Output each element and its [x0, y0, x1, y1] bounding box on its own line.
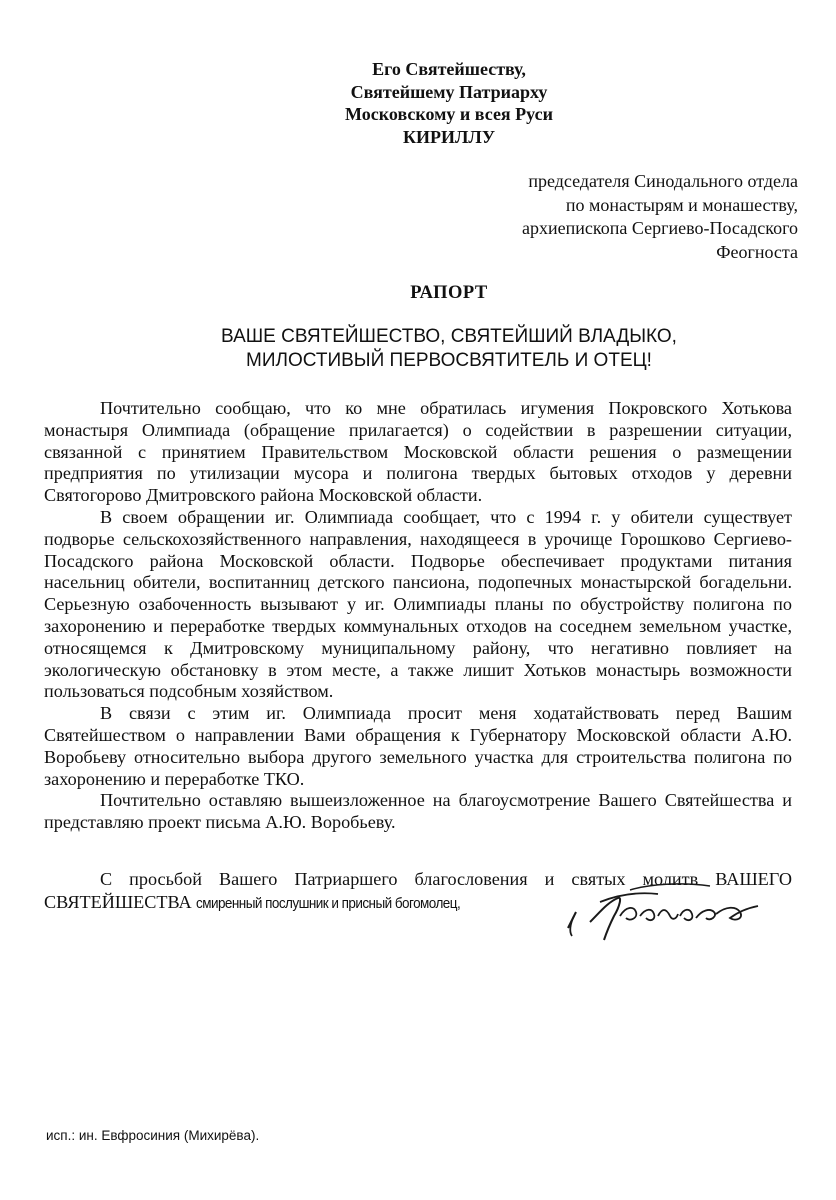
closing-humble-phrase: смиренный послушник и присный богомолец, [196, 895, 461, 912]
body-paragraph: В связи с этим иг. Олимпиада просит меня ходатайствовать перед Вашим Святейшеством о направлении Вами обращения к Губернатору Московской области А.Ю. Воробьеву относительно выбора другого земельного участка для строительства полигона по захоронению и переработке ТКО. [44, 703, 792, 789]
addressee-line: Московскому и всея Руси [345, 104, 553, 124]
addressee-line: КИРИЛЛУ [402, 126, 496, 147]
body-paragraph: Почтительно сообщаю, что ко мне обратилась игумения Покровского Хотькова монастыря Олимпиада (обращение прилагается) о содействии в разрешении ситуации, связанной с принятием Правительством Московской области решения о размещении предприятия по утилизации мусора и полигона твердых бытовых отходов у деревни Святогорово Дмитровского района Московской области. [44, 398, 792, 506]
body-paragraph: В своем обращении иг. Олимпиада сообщает, что с 1994 г. у обители существует подворье сельскохозяйственного направления, находящееся в урочище Горошково Сергиево-Посадского района Московской области. Подворье обеспечивает продуктами питания насельниц обители, воспитанниц детского пансиона, подопечных монастырской богадельни. Серьезную озабоченность вызывают у иг. Олимпиады планы по обустройству полигона по захоронению и переработке твердых коммунальных отходов на соседнем земельном участке, относящемся к Дмитровскому муниципальному району, что негативно повлияет на экологическую обстановку в этом месте, а также лишит Хотьков монастырь возможности пользоваться подсобным хозяйством. [44, 506, 792, 702]
addressee-line: Святейшему Патриарху [350, 81, 548, 102]
executor-note: исп.: ин. Евфросиния (Михирёва). [46, 1128, 260, 1143]
document-title [0, 283, 836, 304]
sender-line: по монастырям и монашеству, [565, 194, 798, 215]
handwritten-signature [560, 872, 790, 942]
addressee-line: Его Святейшеству, [372, 59, 526, 79]
document-title-text: РАПОРТ [410, 283, 488, 303]
closing-line: С просьбой Вашего Патриаршего благословения и святых молитв ВАШЕГО [100, 869, 792, 889]
addressee-block [0, 58, 836, 148]
body-paragraph: Почтительно оставляю вышеизложенное на благоусмотрение Вашего Святейшества и представляю проект письма А.Ю. Воробьеву. [44, 790, 792, 833]
report-body [44, 398, 792, 834]
salutation-line: ВАШЕ СВЯТЕЙШЕСТВО, СВЯТЕЙШИЙ ВЛАДЫКО, [221, 326, 677, 347]
sender-block [522, 170, 798, 264]
salutation-line: МИЛОСТИВЫЙ ПЕРВОСВЯТИТЕЛЬ И ОТЕЦ! [246, 350, 652, 371]
sender-line: председателя Синодального отдела [528, 171, 798, 191]
closing-caps: СВЯТЕЙШЕСТВА [44, 892, 192, 912]
salutation-block [0, 325, 836, 373]
sender-line: архиепископа Сергиево-Посадского [522, 218, 798, 238]
sender-line: Феогноста [716, 241, 798, 262]
